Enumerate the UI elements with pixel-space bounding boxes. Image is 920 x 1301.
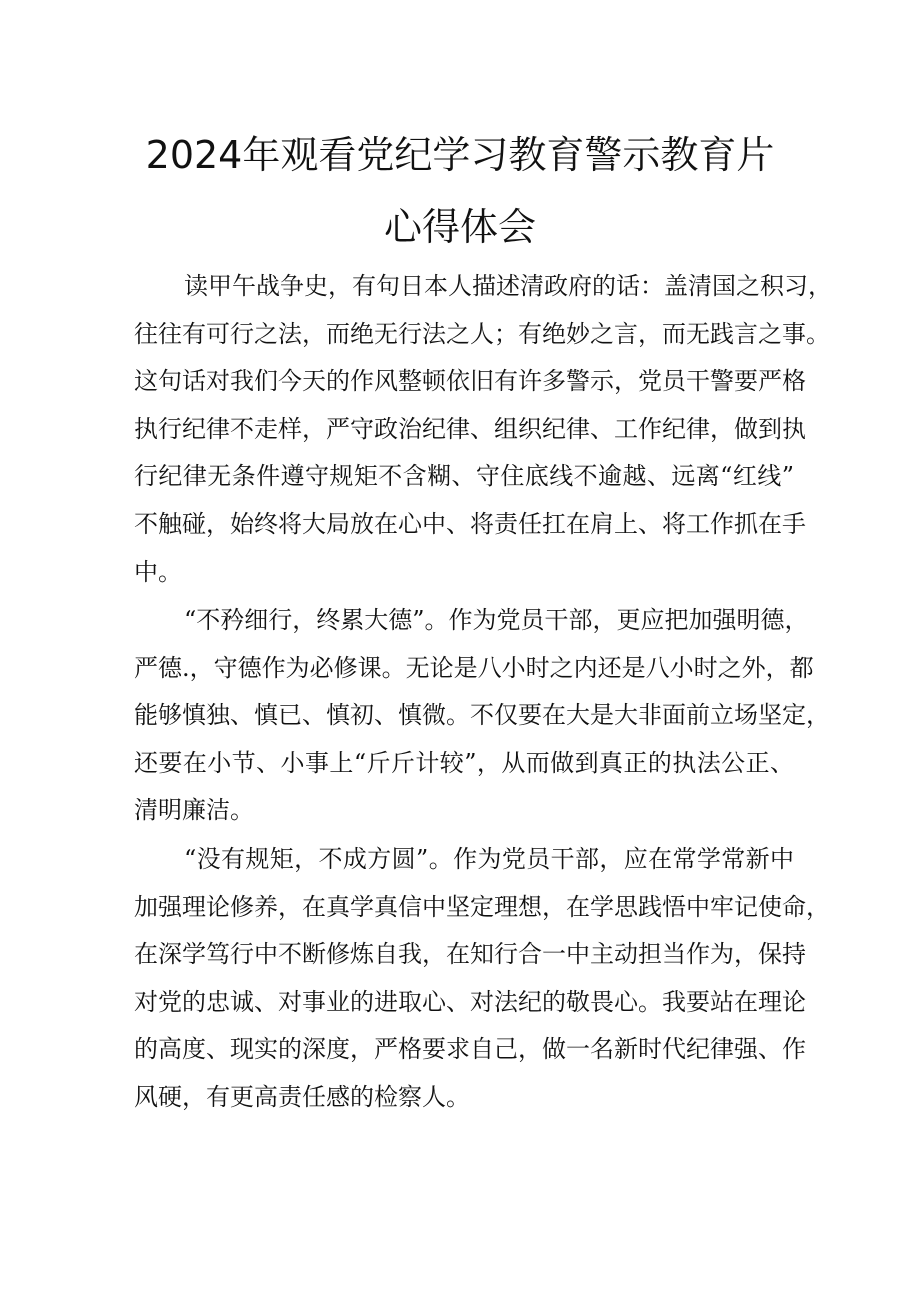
paragraph-line: “不矜细行，终累大德”。作为党员干部，更应把加强明德， — [184, 606, 809, 634]
document-title-line-1: 2024年观看党纪学习教育警示教育片 — [145, 133, 775, 177]
paragraph-line: 不触碰，始终将大局放在心中、将责任扛在肩上、将工作抓在手 — [134, 509, 806, 538]
paragraph-line: 这句话对我们今天的作风整顿依旧有许多警示，党员干警要严格 — [134, 367, 806, 396]
paragraph-line: “没有规矩，不成方圆”。作为党员干部，应在常学常新中 — [184, 845, 794, 873]
paragraph-line: 能够慎独、慎已、慎初、慎微。不仅要在大是大非面前立场坚定， — [134, 701, 830, 730]
paragraph-1 — [134, 263, 832, 596]
paragraph-line: 执行纪律不走样，严守政治纪律、组织纪律、工作纪律，做到执 — [134, 414, 806, 443]
paragraph-2 — [134, 597, 830, 835]
paragraph-line: 往往有可行之法，而绝无行法之人；有绝妙之言，而无践言之事。 — [134, 319, 830, 348]
paragraph-line: 加强理论修养，在真学真信中坚定理想，在学思践悟中牢记使命， — [134, 892, 830, 921]
paragraph-line: 在深学笃行中不断修炼自我，在知行合一中主动担当作为，保持 — [134, 940, 806, 969]
paragraph-line: 对党的忠诚、对事业的进取心、对法纪的敬畏心。我要站在理论 — [134, 987, 806, 1016]
paragraph-line: 行纪律无条件遵守规矩不含糊、守住底线不逾越、远离“红线” — [134, 462, 794, 491]
paragraph-line: 严德.，守德作为必修课。无论是八小时之内还是八小时之外，都 — [134, 653, 814, 682]
paragraph-line: 风硬，有更高责任感的检察人。 — [134, 1082, 470, 1111]
document-title-line-2: 心得体会 — [383, 205, 536, 249]
paragraph-line: 的高度、现实的深度，严格要求自己，做一名新时代纪律强、作 — [134, 1035, 806, 1064]
paragraph-3 — [134, 836, 830, 1122]
paragraph-line: 读甲午战争史，有句日本人描述清政府的话：盖清国之积习， — [184, 272, 832, 300]
paragraph-line: 中。 — [134, 557, 182, 586]
paragraph-line: 清明廉洁。 — [134, 796, 254, 825]
paragraph-line: 还要在小节、小事上“斤斤计较”，从而做到真正的执法公正、 — [134, 748, 794, 777]
